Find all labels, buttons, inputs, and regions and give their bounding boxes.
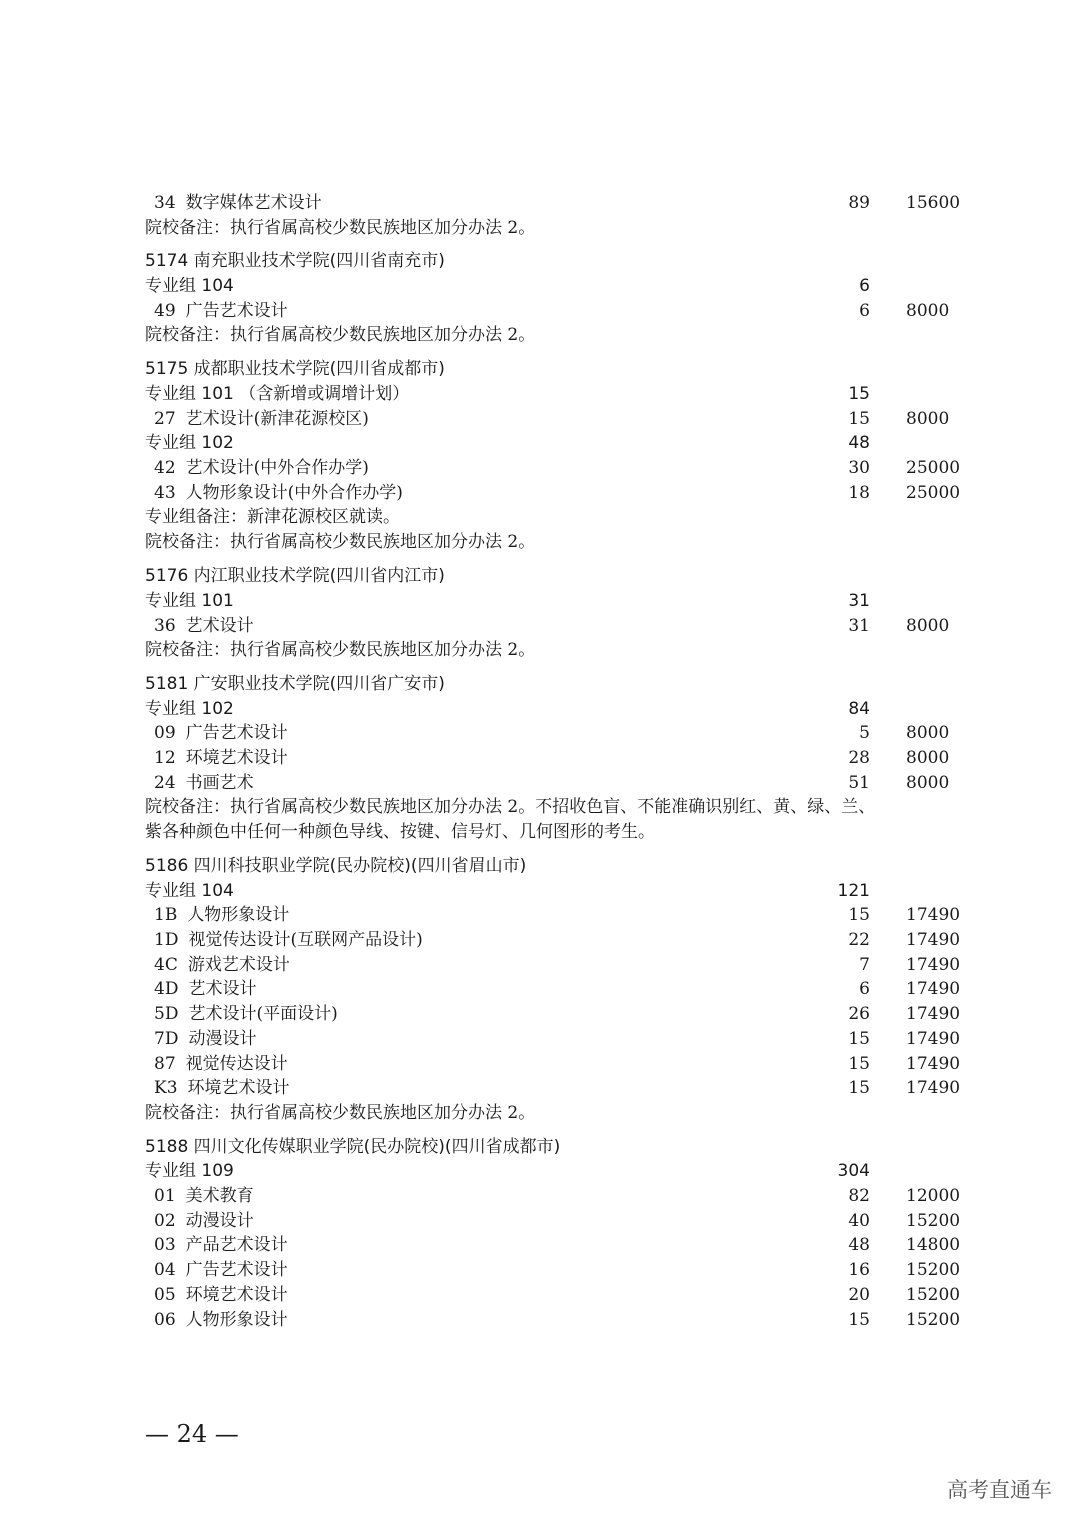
plan-count: 26 (848, 1004, 870, 1024)
major-code: 1D (154, 930, 179, 950)
major-label (154, 953, 290, 977)
major-name: 环境艺术设计 (185, 748, 288, 768)
remark-text: 执行省属高校少数民族地区加分办法 2。 (230, 218, 536, 238)
tuition-fee: 25000 (906, 458, 961, 478)
major-row (0, 1258, 1080, 1282)
tuition-fee: 8000 (906, 748, 950, 768)
tuition-fee: 14800 (906, 1235, 961, 1255)
major-code: 87 (154, 1054, 176, 1074)
group-plan-count: 84 (848, 699, 870, 719)
major-name: 视觉传达设计(互联网产品设计) (188, 930, 423, 950)
major-name: 广告艺术设计 (185, 723, 288, 743)
watermark: 高考直通车 (947, 1478, 1052, 1502)
major-code: 5D (154, 1004, 179, 1024)
remark (145, 795, 875, 819)
group-plan-count: 6 (859, 276, 870, 296)
major-name: 数字媒体艺术设计 (185, 193, 322, 213)
plan-count: 15 (848, 905, 870, 925)
major-row (0, 771, 1080, 795)
tuition-fee: 17490 (906, 1004, 961, 1024)
major-label (154, 1076, 290, 1100)
plan-count: 48 (848, 1235, 870, 1255)
major-label (154, 1184, 254, 1208)
major-label (154, 928, 423, 952)
tuition-fee: 12000 (906, 1186, 961, 1206)
tuition-fee: 15600 (906, 193, 961, 213)
plan-count: 5 (859, 723, 870, 743)
plan-count: 7 (859, 955, 870, 975)
major-label (154, 1052, 288, 1076)
major-label (154, 746, 288, 770)
major-label (154, 299, 288, 323)
major-group-title: 专业组 102 (145, 699, 234, 719)
major-code: 4D (154, 979, 179, 999)
major-code: 04 (154, 1260, 176, 1280)
tuition-fee: 17490 (906, 1054, 961, 1074)
tuition-fee: 8000 (906, 723, 950, 743)
major-code: 1B (154, 905, 178, 925)
major-group-row (0, 431, 1080, 455)
major-group-title: 专业组 104 (145, 276, 234, 296)
major-row (0, 1283, 1080, 1307)
major-group-row (0, 274, 1080, 298)
remark-row (0, 323, 1080, 347)
school-header (0, 672, 1080, 696)
tuition-fee: 25000 (906, 483, 961, 503)
remark-label: 院校备注： (145, 797, 230, 817)
major-name: 广告艺术设计 (185, 301, 288, 321)
major-row (0, 1209, 1080, 1233)
major-code: 02 (154, 1211, 176, 1231)
major-row (0, 191, 1080, 215)
major-label (154, 771, 254, 795)
major-code: 42 (154, 458, 176, 478)
major-group-title: 专业组 104 (145, 881, 234, 901)
major-row (0, 456, 1080, 480)
remark-text: 执行省属高校少数民族地区加分办法 2。 (230, 640, 536, 660)
major-row (0, 1076, 1080, 1100)
plan-count: 15 (848, 1078, 870, 1098)
remark-label: 院校备注： (145, 1103, 230, 1123)
major-row (0, 614, 1080, 638)
major-row (0, 721, 1080, 745)
major-group-row (0, 589, 1080, 613)
major-code: 34 (154, 193, 176, 213)
major-code: 09 (154, 723, 176, 743)
major-code: 06 (154, 1310, 176, 1330)
major-code: 49 (154, 301, 176, 321)
plan-count: 18 (848, 483, 870, 503)
major-name: 环境艺术设计 (185, 1285, 288, 1305)
school-title: 5188 四川文化传媒职业学院(民办院校)(四川省成都市) (145, 1137, 561, 1157)
plan-count: 28 (848, 748, 870, 768)
tuition-fee: 15200 (906, 1285, 961, 1305)
major-name: 人物形象设计(中外合作办学) (185, 483, 403, 503)
remark (145, 216, 535, 240)
tuition-fee: 17490 (906, 1029, 961, 1049)
remark (145, 505, 400, 529)
plan-count: 89 (848, 193, 870, 213)
remark (145, 1101, 535, 1125)
major-label (154, 1308, 288, 1332)
major-row (0, 481, 1080, 505)
major-code: 05 (154, 1285, 176, 1305)
school-title: 5186 四川科技职业学院(民办院校)(四川省眉山市) (145, 856, 527, 876)
major-label (154, 1209, 254, 1233)
major-code: 7D (154, 1029, 179, 1049)
major-name: 环境艺术设计 (187, 1078, 290, 1098)
major-name: 书画艺术 (185, 773, 254, 793)
major-row (0, 746, 1080, 770)
major-name: 动漫设计 (185, 1211, 254, 1231)
major-label (154, 903, 289, 927)
major-name: 艺术设计(平面设计) (188, 1004, 338, 1024)
major-label (154, 191, 322, 215)
remark-label: 院校备注： (145, 218, 230, 238)
tuition-fee: 15200 (906, 1260, 961, 1280)
remark-text: 紫各种颜色中任何一种颜色导线、按键、信号灯、几何图形的考生。 (145, 822, 655, 842)
major-code: 36 (154, 616, 176, 636)
major-row (0, 977, 1080, 1001)
remark-row (0, 1101, 1080, 1125)
plan-count: 40 (848, 1211, 870, 1231)
tuition-fee: 17490 (906, 979, 961, 999)
remark-row (0, 638, 1080, 662)
remark-row (0, 216, 1080, 240)
remark-row (0, 530, 1080, 554)
school-header (0, 854, 1080, 878)
major-code: 4C (154, 955, 178, 975)
remark-label: 院校备注： (145, 640, 230, 660)
school-header (0, 1135, 1080, 1159)
tuition-fee: 15200 (906, 1211, 961, 1231)
major-name: 动漫设计 (188, 1029, 257, 1049)
major-row (0, 299, 1080, 323)
major-name: 艺术设计(中外合作办学) (185, 458, 369, 478)
major-name: 视觉传达设计 (185, 1054, 288, 1074)
major-name: 艺术设计(新津花源校区) (185, 409, 369, 429)
remark-text: 执行省属高校少数民族地区加分办法 2。 (230, 532, 536, 552)
remark-row (0, 795, 1080, 819)
school-header (0, 564, 1080, 588)
school-title: 5175 成都职业技术学院(四川省成都市) (145, 359, 445, 379)
major-label (154, 1002, 338, 1026)
plan-count: 15 (848, 1054, 870, 1074)
major-name: 人物形象设计 (187, 905, 290, 925)
group-plan-count: 15 (848, 384, 870, 404)
remark (145, 638, 535, 662)
plan-count: 6 (859, 301, 870, 321)
plan-count: 51 (848, 773, 870, 793)
major-name: 广告艺术设计 (185, 1260, 288, 1280)
major-label (154, 614, 254, 638)
school-header (0, 249, 1080, 273)
plan-count: 31 (848, 616, 870, 636)
plan-count: 82 (848, 1186, 870, 1206)
remark-text: 执行省属高校少数民族地区加分办法 2。 (230, 325, 536, 345)
major-label (154, 1283, 288, 1307)
tuition-fee: 8000 (906, 409, 950, 429)
plan-count: 30 (848, 458, 870, 478)
major-group-row (0, 697, 1080, 721)
plan-count: 15 (848, 1029, 870, 1049)
major-code: 01 (154, 1186, 176, 1206)
major-code: 24 (154, 773, 176, 793)
plan-count: 22 (848, 930, 870, 950)
major-code: K3 (154, 1078, 178, 1098)
major-name: 游戏艺术设计 (187, 955, 290, 975)
major-code: 43 (154, 483, 176, 503)
tuition-fee: 17490 (906, 905, 961, 925)
major-row (0, 407, 1080, 431)
plan-count: 15 (848, 1310, 870, 1330)
major-row (0, 1027, 1080, 1051)
remark-continuation (0, 820, 1080, 844)
tuition-fee: 15200 (906, 1310, 961, 1330)
school-title: 5181 广安职业技术学院(四川省广安市) (145, 674, 445, 694)
major-code: 12 (154, 748, 176, 768)
tuition-fee: 8000 (906, 773, 950, 793)
page-number: — 24 — (145, 1420, 239, 1448)
major-group-title: 专业组 101 (145, 591, 234, 611)
major-group-row (0, 879, 1080, 903)
group-plan-count: 48 (848, 433, 870, 453)
major-row (0, 1308, 1080, 1332)
remark-text: 执行省属高校少数民族地区加分办法 2。不招收色盲、不能准确识别红、黄、绿、兰、 (230, 797, 876, 817)
remark-text: 新津花源校区就读。 (247, 507, 400, 527)
major-row (0, 928, 1080, 952)
school-title: 5176 内江职业技术学院(四川省内江市) (145, 566, 445, 586)
major-code: 03 (154, 1235, 176, 1255)
group-plan-count: 304 (837, 1161, 870, 1181)
tuition-fee: 8000 (906, 301, 950, 321)
remark (145, 530, 535, 554)
tuition-fee: 17490 (906, 1078, 961, 1098)
major-row (0, 953, 1080, 977)
major-row (0, 1002, 1080, 1026)
major-row (0, 903, 1080, 927)
remark-label: 院校备注： (145, 532, 230, 552)
major-name: 产品艺术设计 (185, 1235, 288, 1255)
major-label (154, 977, 256, 1001)
major-group-title: 专业组 109 (145, 1161, 234, 1181)
remark-label: 专业组备注： (145, 507, 247, 527)
tuition-fee: 17490 (906, 930, 961, 950)
remark (145, 323, 535, 347)
major-label (154, 1258, 288, 1282)
school-header (0, 357, 1080, 381)
remark-label: 院校备注： (145, 325, 230, 345)
plan-count: 20 (848, 1285, 870, 1305)
major-row (0, 1184, 1080, 1208)
major-name: 人物形象设计 (185, 1310, 288, 1330)
major-code: 27 (154, 409, 176, 429)
major-group-row (0, 382, 1080, 406)
plan-count: 16 (848, 1260, 870, 1280)
plan-count: 15 (848, 409, 870, 429)
tuition-fee: 8000 (906, 616, 950, 636)
major-label (154, 407, 369, 431)
plan-count: 6 (859, 979, 870, 999)
major-group-row (0, 1159, 1080, 1183)
major-name: 美术教育 (185, 1186, 254, 1206)
remark-row (0, 505, 1080, 529)
major-group-title: 专业组 102 (145, 433, 234, 453)
major-group-title: 专业组 101 （含新增或调增计划） (145, 384, 410, 404)
group-plan-count: 31 (848, 591, 870, 611)
major-label (154, 721, 288, 745)
school-title: 5174 南充职业技术学院(四川省南充市) (145, 251, 445, 271)
major-label (154, 481, 403, 505)
major-label (154, 1233, 288, 1257)
major-name: 艺术设计 (185, 616, 254, 636)
tuition-fee: 17490 (906, 955, 961, 975)
major-label (154, 1027, 256, 1051)
group-plan-count: 121 (837, 881, 870, 901)
major-label (154, 456, 369, 480)
major-row (0, 1233, 1080, 1257)
major-row (0, 1052, 1080, 1076)
major-name: 艺术设计 (188, 979, 257, 999)
remark-text: 执行省属高校少数民族地区加分办法 2。 (230, 1103, 536, 1123)
